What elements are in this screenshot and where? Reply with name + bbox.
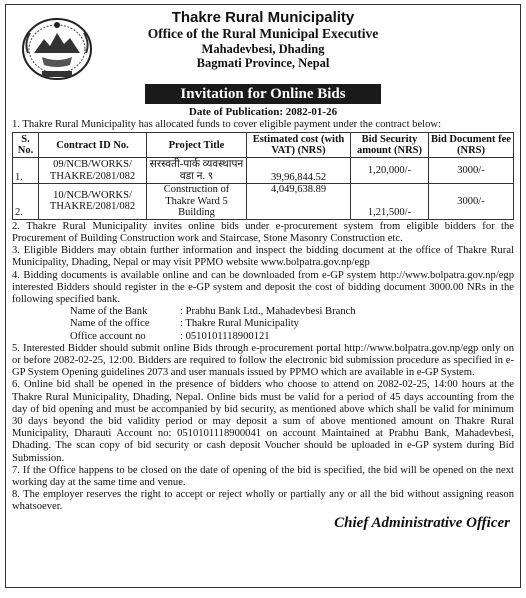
- paragraph-2: 2. Thakre Rural Municipality invites online bids under e-procurement system from eligible bidders for the Procurement of Building Construction work and Staircase, Stone Masonry Construction etc.: [12, 220, 514, 244]
- table-row: [13, 184, 514, 220]
- bank-value: : Thakre Rural Municipality: [180, 318, 299, 330]
- cell-estimated-cost: 4,049,638.89: [247, 184, 351, 220]
- bank-value: : 0510101118900121: [180, 330, 270, 342]
- cell-project-title: सरस्वती-पार्क व्यवस्थापन वडा न. ९: [147, 158, 247, 184]
- col-header-document-fee: Bid Document fee (NRS): [429, 133, 514, 158]
- address-line-1: Mahadevbesi, Dhading: [201, 42, 325, 56]
- bank-label: Name of the Bank: [70, 306, 148, 318]
- paragraph-6: 6. Online bid shall be opened in the presence of bidders who choose to attend on 2082-02-25, 14:00 hours at the Thakre Rural Municipality, Dhading, Nepal. Online bids must be valid for a period of 45 days accounting from the day of bid opening and must be accompanied by bid security, as mentioned above which shall be valid for minimum 30 days beyond the bid validity period or may deposit a sum of above mentioned amount on Thakre Rural Municipality, Dharauti Account no: 0510101118900041 on account Maintained at Prabhu Bank, Mahadevbesi, Dhading. The scan copy of bid security or cash deposit Voucher should be uploaded in e-GP system during Bid Submission.: [12, 379, 514, 464]
- paragraph-3: 3. Eligible Bidders may obtain further information and inspect the bidding document at the office of Thakre Rural Municipality, Dhading, Nepal or may visit PPMO website www.bolpatra.gov.np/egp: [12, 245, 514, 269]
- cell-contract-id: 10/NCB/WORKS/ THAKRE/2081/082: [39, 184, 147, 220]
- bid-table: [12, 132, 514, 220]
- paragraph-1: 1. Thakre Rural Municipality has allocated funds to cover eligible payment under the contract below:: [12, 119, 442, 130]
- bank-row: [70, 318, 514, 330]
- notice-page: [5, 4, 521, 588]
- col-header-project-title: Project Title: [147, 133, 247, 158]
- paragraph-5: 5. Interested Bidder should submit online Bids through e-procurement portal http://www.bolpatra.gov.np/egp only on or before 2082-02-25, 12:00. Bidders are required to follow the electronic bid submission procedure as specified in e-GP System Opening guidelines 2073 and user manuals issued by PPMO which are available in e-GP System.: [12, 342, 514, 379]
- col-header-bid-security: Bid Security amount (NRS): [351, 133, 429, 158]
- cell-bid-security: 1,20,000/-: [351, 158, 429, 184]
- bank-value: : Prabhu Bank Ltd., Mahadevbesi Branch: [180, 306, 356, 318]
- paragraph-4: 4. Bidding documents is available online and can be downloaded from e-GP system http://www.bolpatra.gov.np/egp interested Bidders should register in the e-GP system and deposit the cost of bidding document 3000.00 NRs in the following specified bank.: [12, 269, 514, 305]
- office-name: Office of the Rural Municipal Executive: [147, 26, 379, 41]
- bank-label: Office account no: [70, 330, 146, 342]
- cell-sno: 2.: [13, 184, 39, 220]
- col-header-estimated-cost: Estimated cost (with VAT) (NRS): [247, 133, 351, 158]
- signature-title: Chief Administrative Officer: [334, 514, 510, 531]
- cell-sno: 1.: [13, 158, 39, 184]
- notice-header: [12, 9, 514, 83]
- cell-project-title: Construction of Thakre Ward 5 Building: [147, 184, 247, 220]
- bid-table-header-row: [13, 133, 514, 158]
- cell-contract-id: 09/NCB/WORKS/ THAKRE/2081/082: [39, 158, 147, 184]
- bank-details: [12, 306, 514, 343]
- cell-bid-security: 1,21,500/-: [351, 184, 429, 220]
- col-header-sno: S. No.: [13, 133, 39, 158]
- notice-title-banner: Invitation for Online Bids: [145, 84, 381, 104]
- cell-estimated-cost: 39,96,844.52: [247, 158, 351, 184]
- org-name: Thakre Rural Municipality: [171, 9, 355, 26]
- nepal-emblem-icon: [20, 13, 94, 81]
- address-line-2: Bagmati Province, Nepal: [196, 56, 330, 70]
- bank-label: Name of the office: [70, 318, 150, 330]
- cell-document-fee: 3000/-: [429, 184, 514, 220]
- publication-date: Date of Publication: 2082-01-26: [188, 106, 338, 118]
- bank-row: [70, 331, 514, 343]
- bank-row: [70, 306, 514, 318]
- paragraph-7: 7. If the Office happens to be closed on the date of opening of the bid is specified, the bid will be opened on the next working day at the same time and venue.: [12, 464, 514, 488]
- col-header-contract-id: Contract ID No.: [39, 133, 147, 158]
- paragraph-8: 8. The employer reserves the right to accept or reject wholly or partially any or all the bid without assigning reason whatsoever.: [12, 489, 514, 513]
- table-row: [13, 158, 514, 184]
- cell-document-fee: 3000/-: [429, 158, 514, 184]
